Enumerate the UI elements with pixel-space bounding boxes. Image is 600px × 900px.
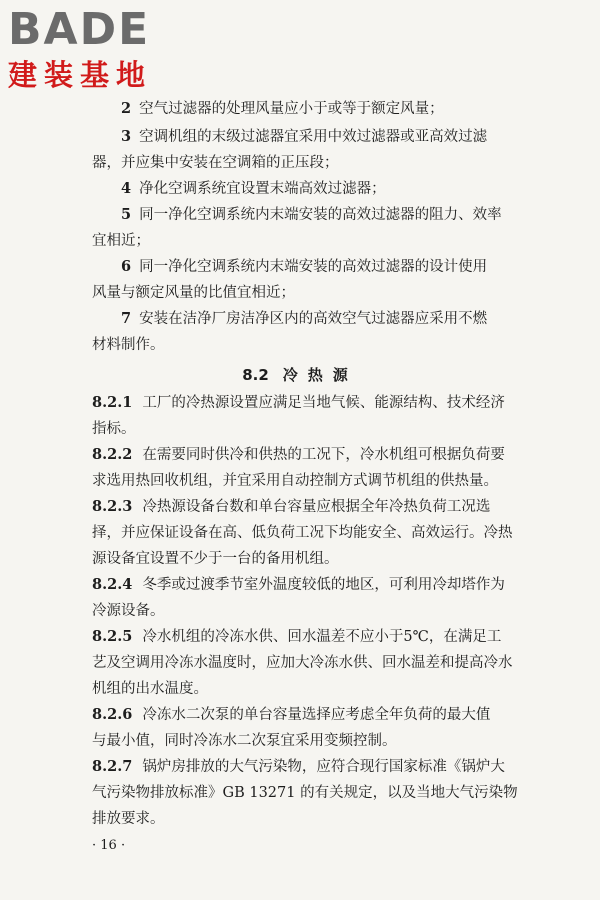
list-item-continuation: 风量与额定风量的比值宜相近； bbox=[92, 285, 295, 301]
clause-line: 8.2.7 锅炉房排放的大气污染物，应符合现行国家标准《锅炉大 bbox=[92, 758, 505, 775]
clause-line: 8.2.6 冷冻水二次泵的单台容量选择应考虑全年负荷的最大值 bbox=[92, 706, 491, 723]
clause-continuation: 指标。 bbox=[92, 421, 136, 437]
list-item: 3 空调机组的末级过滤器宜采用中效过滤器或亚高效过滤 bbox=[121, 128, 488, 145]
clause-continuation: 艺及空调用冷冻水温度时，应加大冷冻水供、回水温差和提高冷水 bbox=[92, 655, 513, 671]
section-heading bbox=[0, 364, 600, 386]
section-number: 8.2 bbox=[242, 366, 269, 384]
list-item: 2 空气过滤器的处理风量应小于或等于额定风量； bbox=[121, 100, 444, 117]
clause-continuation: 求选用热回收机组，并宜采用自动控制方式调节机组的供热量。 bbox=[92, 473, 498, 489]
list-item-continuation: 器，并应集中安装在空调箱的正压段； bbox=[92, 155, 339, 171]
section-title: 冷热源 bbox=[282, 366, 358, 384]
clause-continuation: 源设备宜设置不少于一台的备用机组。 bbox=[92, 551, 339, 567]
list-item-continuation: 材料制作。 bbox=[92, 337, 165, 353]
clause-continuation: 与最小值，同时冷冻水二次泵宜采用变频控制。 bbox=[92, 733, 397, 749]
clause-continuation: 冷源设备。 bbox=[92, 603, 165, 619]
clause-continuation: 机组的出水温度。 bbox=[92, 681, 208, 697]
list-item: 6 同一净化空调系统内末端安装的高效过滤器的设计使用 bbox=[121, 258, 488, 275]
clause-line: 8.2.4 冬季或过渡季节室外温度较低的地区，可利用冷却塔作为 bbox=[92, 576, 505, 593]
logo-subtitle: 建装基地 bbox=[8, 58, 153, 92]
page-number: · 16 · bbox=[92, 838, 126, 853]
list-item: 5 同一净化空调系统内末端安装的高效过滤器的阻力、效率 bbox=[121, 206, 502, 223]
clause-line: 8.2.5 冷水机组的冷冻水供、回水温差不应小于5℃，在满足工 bbox=[92, 628, 502, 645]
clause-continuation: 排放要求。 bbox=[92, 811, 165, 827]
logo-wordmark: BADE bbox=[8, 4, 151, 55]
clause-line: 8.2.2 在需要同时供冷和供热的工况下，冷水机组可根据负荷要 bbox=[92, 446, 505, 463]
clause-line: 8.2.3 冷热源设备台数和单台容量应根据全年冷热负荷工况选 bbox=[92, 498, 491, 515]
list-item: 7 安装在洁净厂房洁净区内的高效空气过滤器应采用不燃 bbox=[121, 310, 488, 327]
clause-continuation: 气污染物排放标准》GB 13271 的有关规定，以及当地大气污染物 bbox=[92, 785, 518, 801]
clause-continuation: 择，并应保证设备在高、低负荷工况下均能安全、高效运行。冷热 bbox=[92, 525, 513, 541]
clause-line: 8.2.1 工厂的冷热源设置应满足当地气候、能源结构、技术经济 bbox=[92, 394, 505, 411]
list-item: 4 净化空调系统宜设置末端高效过滤器； bbox=[121, 180, 386, 197]
list-item-continuation: 宜相近； bbox=[92, 233, 150, 249]
